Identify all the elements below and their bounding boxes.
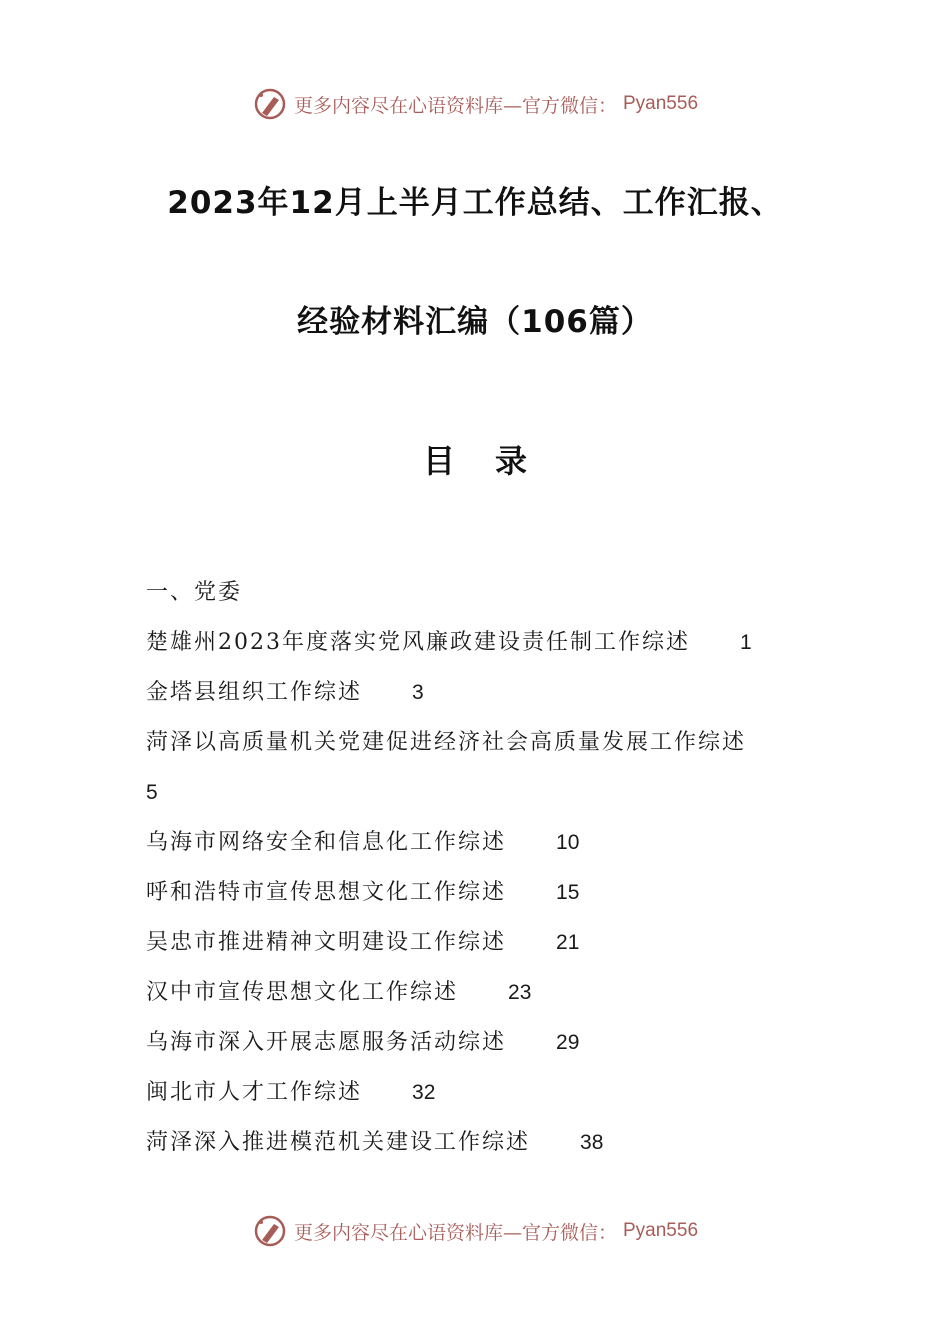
- toc-item[interactable]: [146, 718, 811, 818]
- header-banner: [0, 84, 950, 124]
- toc-item-label: 楚雄州2023年度落实党风廉政建设责任制工作综述: [146, 630, 690, 655]
- toc-item-label: 金塔县组织工作综述: [146, 680, 363, 705]
- toc-item-page: 21: [556, 931, 580, 954]
- document-title-line-1: 2023年12月上半月工作总结、工作汇报、: [167, 185, 783, 221]
- toc-item-label: 汉中市宣传思想文化工作综述: [146, 980, 459, 1005]
- toc-item[interactable]: [146, 1118, 826, 1168]
- toc-item-page: 32: [412, 1081, 436, 1104]
- toc-item-page: 23: [508, 981, 532, 1004]
- footer-banner: [0, 1211, 950, 1251]
- toc-item[interactable]: [146, 868, 826, 918]
- toc-item-label: 菏泽以高质量机关党建促进经济社会高质量发展工作综述: [146, 730, 747, 755]
- table-of-contents: [146, 568, 826, 1168]
- toc-item[interactable]: [146, 918, 826, 968]
- toc-item-page: 1: [740, 631, 752, 654]
- document-title-line-2: 经验材料汇编（106篇）: [297, 304, 653, 340]
- toc-item[interactable]: [146, 818, 826, 868]
- banner-text: 更多内容尽在心语资料库—官方微信：: [293, 94, 617, 117]
- toc-item-page: 3: [412, 681, 424, 704]
- toc-item-page: 38: [580, 1131, 604, 1154]
- toc-item[interactable]: [146, 968, 826, 1018]
- toc-item-page: 15: [556, 881, 580, 904]
- toc-item-label: 乌海市网络安全和信息化工作综述: [146, 830, 507, 855]
- toc-item[interactable]: [146, 618, 826, 668]
- toc-item-page: 5: [146, 781, 158, 804]
- banner-text: 更多内容尽在心语资料库—官方微信：: [293, 1221, 617, 1244]
- toc-item-label: 吴忠市推进精神文明建设工作综述: [146, 930, 507, 955]
- toc-item[interactable]: [146, 1068, 826, 1118]
- toc-item-label: 呼和浩特市宣传思想文化工作综述: [146, 880, 507, 905]
- toc-item[interactable]: [146, 1018, 826, 1068]
- toc-item[interactable]: [146, 668, 826, 718]
- toc-item-label: 乌海市深入开展志愿服务活动综述: [146, 1030, 507, 1055]
- toc-section-heading: 一、党委: [146, 580, 243, 605]
- banner-wechat-id: Pyan556: [623, 93, 699, 114]
- toc-item-label: 闽北市人才工作综述: [146, 1080, 363, 1105]
- toc-item-page: 29: [556, 1031, 580, 1054]
- pen-nib-icon: [252, 86, 288, 122]
- banner-wechat-id: Pyan556: [623, 1220, 699, 1241]
- pen-nib-icon: [252, 1213, 288, 1249]
- toc-item-page: 10: [556, 831, 580, 854]
- toc-heading: 目录: [422, 442, 567, 480]
- toc-item-label: 菏泽深入推进模范机关建设工作综述: [146, 1130, 531, 1155]
